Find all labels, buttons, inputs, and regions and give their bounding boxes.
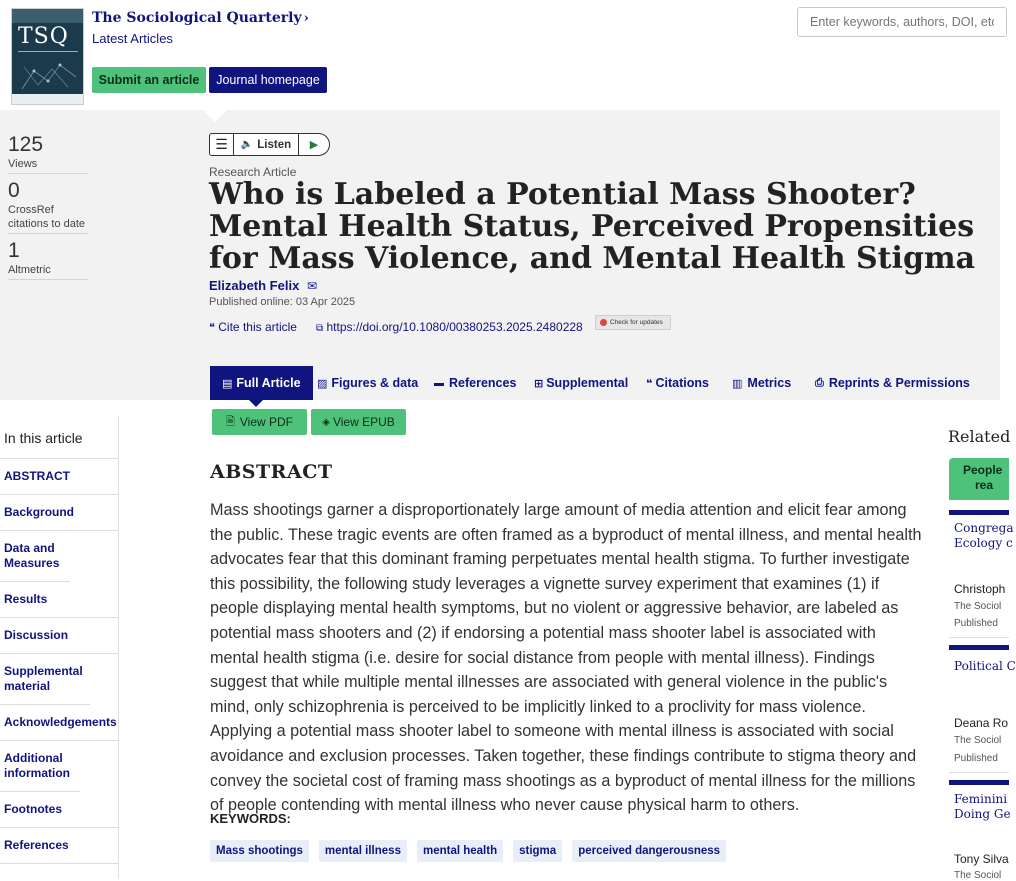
keyword-tag[interactable]: mental illness bbox=[319, 840, 407, 862]
doi-text: https://doi.org/10.1080/00380253.2025.2480228 bbox=[326, 320, 583, 334]
tab-label: Full Article bbox=[236, 376, 301, 390]
view-epub-button[interactable] bbox=[311, 409, 406, 435]
tab-label: References bbox=[449, 376, 517, 390]
tab-full-article[interactable] bbox=[210, 366, 313, 400]
in-this-article-nav bbox=[0, 416, 119, 878]
tab-label: Reprints & Permissions bbox=[828, 376, 970, 390]
tab-label: Supplemental bbox=[546, 376, 629, 390]
sidenav-item-results[interactable]: Results bbox=[0, 582, 118, 618]
cover-network-graphic bbox=[20, 59, 78, 93]
submit-article-button[interactable]: Submit an article bbox=[92, 67, 206, 93]
related-item-title-line2[interactable]: Doing Ge bbox=[954, 807, 1011, 821]
related-item-accent bbox=[949, 780, 1009, 785]
related-item-journal: The Sociol bbox=[954, 601, 1002, 612]
tab-metrics[interactable] bbox=[732, 366, 791, 400]
metric-views bbox=[8, 133, 88, 174]
related-divider bbox=[949, 637, 1009, 638]
sidenav-item-abstract[interactable]: ABSTRACT bbox=[0, 459, 118, 495]
tab-citations[interactable] bbox=[646, 366, 709, 400]
speaker-icon: 🔈 bbox=[240, 139, 254, 150]
abstract-heading: ABSTRACT bbox=[210, 461, 333, 483]
view-epub-label: View EPUB bbox=[332, 415, 395, 429]
published-date: Published online: 03 Apr 2025 bbox=[209, 296, 356, 308]
chevron-right-icon: › bbox=[303, 11, 309, 26]
journal-homepage-button[interactable]: Journal homepage bbox=[209, 67, 327, 93]
related-item-title[interactable]: Political C bbox=[954, 659, 1016, 673]
tab-label: Figures & data bbox=[331, 376, 419, 390]
keyword-list bbox=[210, 840, 726, 862]
listen-label: Listen bbox=[257, 138, 292, 151]
journal-title-link[interactable] bbox=[92, 10, 309, 26]
metric-value: 1 bbox=[8, 239, 20, 262]
sidenav-item-supplemental[interactable]: Supplemental material bbox=[0, 654, 90, 705]
header-notch bbox=[203, 110, 227, 122]
cover-logo-text: TSQ bbox=[18, 24, 69, 49]
metric-label: Altmetric bbox=[8, 264, 51, 276]
related-item-title[interactable]: Feminini bbox=[954, 792, 1008, 806]
related-item-accent bbox=[949, 510, 1009, 515]
related-item-author: Deana Ro bbox=[954, 716, 1009, 730]
sidenav-item-footnotes[interactable]: Footnotes bbox=[0, 792, 118, 828]
related-divider bbox=[949, 772, 1009, 773]
quote-icon: ❝ bbox=[209, 322, 215, 334]
tab-references[interactable] bbox=[434, 366, 516, 400]
related-item-published: Published bbox=[954, 618, 998, 629]
tab-supplemental[interactable] bbox=[534, 366, 628, 400]
sidenav-item-discussion[interactable]: Discussion bbox=[0, 618, 118, 654]
related-item-author: Christoph bbox=[954, 582, 1006, 596]
keyword-tag[interactable]: Mass shootings bbox=[210, 840, 309, 862]
related-item-published: Published bbox=[954, 753, 998, 764]
epub-icon: ◈ bbox=[322, 416, 330, 428]
document-icon: ▤ bbox=[222, 377, 233, 390]
sidenav-item-additional-info[interactable]: Additional information bbox=[0, 741, 80, 792]
article-title: Who is Labeled a Potential Mass Shooter? Mental Health Status, Perceived Propensities for Mass Violence, and Mental Health Stigma bbox=[209, 177, 976, 276]
related-item-accent bbox=[949, 645, 1009, 650]
crossmark-icon bbox=[600, 319, 607, 326]
metric-crossref bbox=[8, 179, 88, 234]
metric-altmetric[interactable] bbox=[8, 239, 88, 280]
keywords-heading: KEYWORDS: bbox=[210, 811, 291, 826]
author-name[interactable]: Elizabeth Felix bbox=[209, 278, 300, 293]
related-heading: Related bbox=[948, 427, 1011, 446]
rel-tab-line2: rea bbox=[975, 478, 994, 492]
cite-article-link[interactable] bbox=[209, 320, 297, 334]
envelope-icon[interactable]: ✉ bbox=[306, 279, 317, 293]
keyword-tag[interactable]: mental health bbox=[417, 840, 503, 862]
abstract-text: Mass shootings garner a disproportionately large amount of media attention and elicit fear among the public. These tragic events are often framed as a byproduct of mental illness, and mental health advocates fear that this dominant framing perpetuates mental health stigma. To further investigate this possibility, the following study leverages a vignette survey experiment that examines (1) if people displaying mental health symptoms, but no violent or aggressive behavior, are labeled as potential mass shooters and (2) if endorsing a potential mass shooter label is associated with mental health stigma (i.e. desire for social distance from people with mental illness). Findings suggest that while multiple mental illnesses are associated with general violence in the public's mind, only schizophrenia is perceived to be implicitly linked to a proclivity for mass violence. Applying a potential mass shooter label to someone with mental illness is associated with social avoidance and exclusion processes. Taken together, these findings contribute to stigma theory and convey the societal cost of framing mass shootings as a byproduct of mental illness for the millions of people contending with mental illness who never cause physical harm to others. bbox=[210, 501, 922, 815]
related-item-title[interactable]: Congrega bbox=[954, 521, 1014, 535]
journal-cover-image[interactable] bbox=[11, 8, 84, 105]
menu-icon[interactable]: ☰ bbox=[210, 134, 234, 155]
site-header bbox=[0, 0, 1000, 110]
cite-label: Cite this article bbox=[218, 320, 297, 334]
check-updates-label: Check for updates bbox=[610, 319, 663, 326]
related-item-title-line2[interactable]: Ecology c bbox=[954, 536, 1013, 550]
listen-button[interactable] bbox=[234, 134, 299, 155]
search-input[interactable] bbox=[797, 7, 1007, 37]
article-type: Research Article bbox=[209, 165, 297, 179]
journal-title-text[interactable]: The Sociological Quarterly bbox=[92, 10, 302, 26]
check-for-updates-badge[interactable] bbox=[595, 315, 671, 330]
listen-player bbox=[209, 133, 330, 156]
view-pdf-button[interactable] bbox=[212, 409, 307, 435]
metric-label: Views bbox=[8, 158, 38, 170]
play-icon[interactable]: ▶ bbox=[309, 139, 319, 151]
keyword-tag[interactable]: perceived dangerousness bbox=[572, 840, 726, 862]
article-metrics bbox=[8, 133, 88, 285]
external-link-icon: ⧉ bbox=[316, 323, 324, 334]
doi-link[interactable] bbox=[316, 320, 583, 334]
metric-label: CrossRef citations to date bbox=[8, 204, 86, 230]
sidenav-item-references[interactable]: References bbox=[0, 828, 118, 864]
latest-articles-link[interactable]: Latest Articles bbox=[92, 31, 173, 46]
tab-figures-data[interactable] bbox=[317, 366, 418, 400]
rel-tab-line1: People bbox=[963, 463, 1003, 477]
tab-label: Metrics bbox=[747, 376, 792, 390]
sidenav-item-data-measures[interactable]: Data and Measures bbox=[0, 531, 70, 582]
view-pdf-label: View PDF bbox=[239, 415, 293, 429]
printer-icon: ⎙ bbox=[815, 376, 824, 389]
author-link[interactable] bbox=[209, 278, 317, 293]
related-item-journal: The Sociol bbox=[954, 735, 1002, 746]
tab-label: Citations bbox=[655, 376, 709, 390]
sidenav-heading: In this article bbox=[0, 416, 118, 459]
tab-reprints-permissions[interactable] bbox=[815, 366, 970, 400]
related-item-author: Tony Silva bbox=[954, 852, 1009, 866]
sidenav-item-acknowledgements[interactable]: Acknowledgements bbox=[0, 705, 118, 741]
image-icon: ▨ bbox=[317, 377, 328, 390]
related-item-journal: The Sociol bbox=[954, 870, 1002, 881]
related-people-also-read-tab[interactable] bbox=[949, 458, 1009, 500]
quote-icon: ❝ bbox=[646, 377, 653, 390]
book-icon: ▬ bbox=[434, 377, 444, 389]
active-tab-caret bbox=[249, 400, 263, 407]
metric-value: 125 bbox=[8, 133, 44, 156]
metric-value: 0 bbox=[8, 179, 20, 202]
bar-chart-icon: ▥ bbox=[732, 377, 743, 390]
keyword-tag[interactable]: stigma bbox=[513, 840, 562, 862]
sidenav-item-background[interactable]: Background bbox=[0, 495, 118, 531]
plus-box-icon: ⊞ bbox=[534, 377, 544, 390]
pdf-file-icon: 🗎 bbox=[226, 415, 235, 428]
